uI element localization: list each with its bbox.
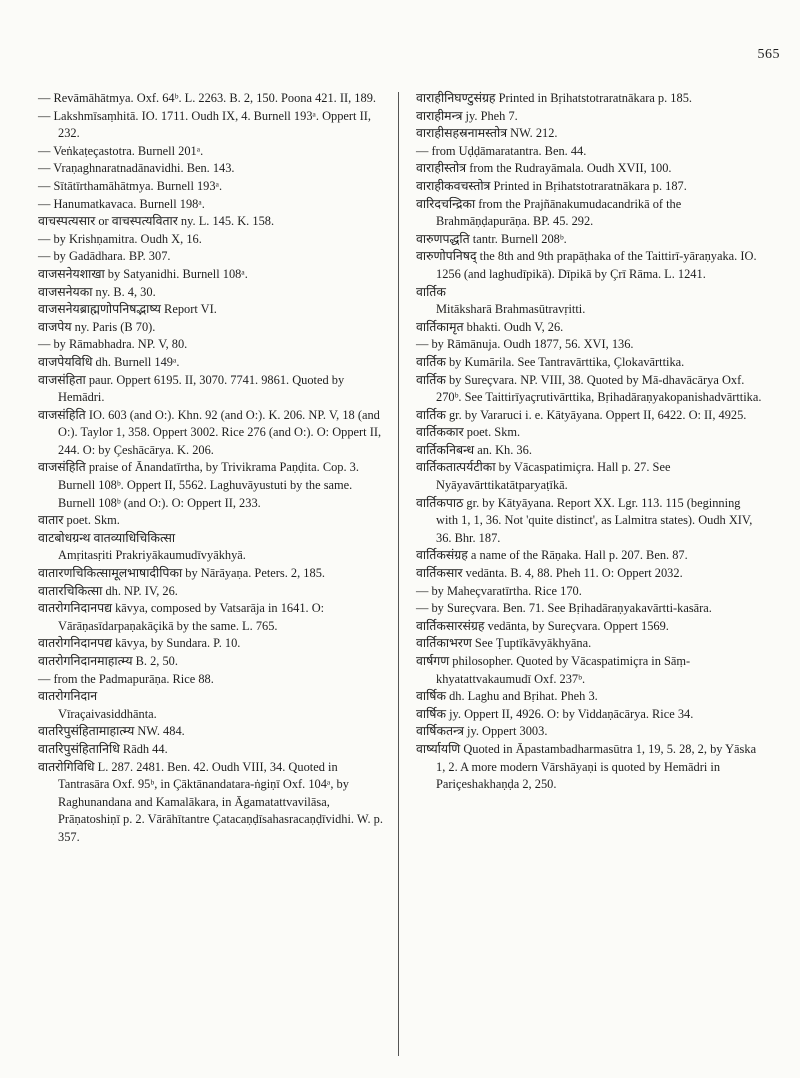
entry: — Hanumatkavaca. Burnell 198ᵃ. <box>38 196 205 211</box>
column-divider <box>398 92 399 1056</box>
entry: वाजपेय ny. Paris (B 70). <box>38 319 156 334</box>
entry: वारुणपद्धति tantr. Burnell 208ᵇ. <box>416 231 567 246</box>
entry: वाजसनेयका ny. B. 4, 30. <box>38 284 156 299</box>
entry: वाजसंहिति praise of Ānandatīrtha, by Trivikrama Paṇḍita. Cop. 3. Burnell 108ᵇ. Oppert II, 5562. Laghuvāyustuti by the same. Burnell 108ᵇ (and O:). O: Oppert II, 233. <box>38 460 359 510</box>
entry: — from Uḍḍāmaratantra. Ben. 44. <box>416 143 587 158</box>
entry-note: Mitāksharā Brahmasūtravṛitti. <box>436 302 586 317</box>
entry: — from the Padmapurāṇa. Rice 88. <box>38 671 214 686</box>
entry: वारिदचन्द्रिका from the Prajñānakumudacandrikā of the Brahmāṇḍapurāṇa. BP. 45. 292. <box>416 196 682 229</box>
entry: वार्तिक by Kumārila. See Tantravārttika, Çlokavārttika. <box>416 354 685 369</box>
entry: वार्तिकसार vedānta. B. 4, 88. Pheh 11. O: Oppert 2032. <box>416 566 683 581</box>
entry: — Veṅkaṭeçastotra. Burnell 201ᵃ. <box>38 143 204 158</box>
entry: वार्तिक <box>416 284 446 299</box>
entry: — by Sureçvara. Ben. 71. See Bṛihadāraṇyakavārtti-kasāra. <box>416 601 712 616</box>
entry: — Lakshmīsaṃhitā. IO. 1711. Oudh IX, 4. Burnell 193ᵃ. Oppert II, 232. <box>38 108 371 141</box>
entry: वातरोगिविधि L. 287. 2481. Ben. 42. Oudh VIII, 34. Quoted in Tantrasāra Oxf. 95ᵇ, in Çāktānandatara-ṅgiṇī Oxf. 104ᵃ, by Raghunandana and Kamalākara, in Āgamatattvavilāsa, Prāṇatoshiṇī p. 2. Vārāhītantre Çatacaṇḍīsahasracaṇḍīvidhi. W. p. 357. <box>38 759 383 844</box>
entry: — Vraṇaghnaratnadānavidhi. Ben. 143. <box>38 161 235 176</box>
entry: वार्तिकामृत bhakti. Oudh V, 26. <box>416 319 564 334</box>
entry: वाजसंहिता paur. Oppert 6195. II, 3070. 7741. 9861. Quoted by Hemādri. <box>38 372 345 405</box>
entry: — by Maheçvaratīrtha. Rice 170. <box>416 583 582 598</box>
entry: वार्तिक gr. by Vararuci i. e. Kātyāyana. Oppert II, 6422. O: II, 4925. <box>416 407 747 422</box>
entry: वातारणचिकित्सामूलभाषादीपिका by Nārāyaṇa. Peters. 2, 185. <box>38 566 325 581</box>
entry: वाराहीसहस्रनामस्तोत्र NW. 212. <box>416 126 558 141</box>
entry: वार्षिकतन्त्र jy. Oppert 3003. <box>416 724 548 739</box>
entry: — by Gadādhara. BP. 307. <box>38 249 171 264</box>
entry: वातरोगनिदानमाहात्म्य B. 2, 50. <box>38 654 178 668</box>
entry: — by Rāmānuja. Oudh 1877, 56. XVI, 136. <box>416 337 634 352</box>
entry: वाटबोधग्रन्थ वातव्याधिचिकित्सा <box>38 530 176 545</box>
right-column <box>416 90 765 794</box>
entry: वातरिपुसंहितानिधि Rādh 44. <box>38 741 168 756</box>
entry: — by Krishṇamitra. Oudh X, 16. <box>38 231 202 246</box>
entry: वातरोगनिदान <box>38 689 98 704</box>
page-number: 565 <box>757 47 780 62</box>
entry: वाराहीकवचस्तोत्र Printed in Bṛihatstotraratnākara p. 187. <box>416 178 687 193</box>
entry: वार्तिकनिबन्ध an. Kh. 36. <box>416 442 532 457</box>
entry: वार्तिकतात्पर्यटीका by Vācaspatimiçra. Hall p. 27. See Nyāyavārttikatātparyaṭīkā. <box>416 460 671 493</box>
entry: वाजसनेयशाखा by Satyanidhi. Burnell 108ᵃ. <box>38 266 248 281</box>
entry: वाजसनेयब्राह्मणोपनिषद्भाष्य Report VI. <box>38 302 217 317</box>
entry: वाजपेयविधि dh. Burnell 149ᵃ. <box>38 354 180 369</box>
entry: वार्तिक by Sureçvara. NP. VIII, 38. Quoted by Mā-dhavācārya Oxf. 270ᵇ. See Taittirīyaçrutivārttika, Bṛihadāraṇyakopanishadvārttika. <box>416 372 762 405</box>
entry: वाजसंहिति IO. 603 (and O:). Khn. 92 (and O:). K. 206. NP. V, 18 (and O:). Taylor 1, 358. Oppert 3002. Rice 276 (and O:). O: Oppert II, 244. O: by Çeshācārya. K. 206. <box>38 407 382 457</box>
entry: वार्तिकपाठ gr. by Kātyāyana. Report XX. Lgr. 113. 115 (beginning with 1, 1, 36. Not 'quite distinct', as Lalmitra states). Oudh XIV, 36. Bhr. 187. <box>416 495 753 545</box>
entry: वार्तिकसंग्रह a name of the Rāṇaka. Hall p. 207. Ben. 87. <box>416 548 688 563</box>
entry: — by Rāmabhadra. NP. V, 80. <box>38 337 188 352</box>
entry: वातारचिकित्सा dh. NP. IV, 26. <box>38 583 178 598</box>
entry-note: Amṛitasṛiti Prakriyākaumudīvyākhyā. <box>58 548 246 563</box>
entry: वार्ष्यायणि Quoted in Āpastambadharmasūtra 1, 19, 5. 28, 2, by Yāska 1, 2. A more modern Vārshāyaṇi is quoted by Hemādri in Pariçeshakhaṇḍa 2, 250. <box>416 741 757 792</box>
entry: वाराहीनिघण्टुसंग्रह Printed in Bṛihatstotraratnākara p. 185. <box>416 91 692 105</box>
entry: वारुणोपनिषद् the 8th and 9th prapāṭhaka of the Taittirī-yāraṇyaka. IO. 1256 (and laghudīpikā). Dīpikā by Çrī Rāma. L. 1241. <box>416 249 757 281</box>
entry: — Sītātīrthamāhātmya. Burnell 193ᵃ. <box>38 178 223 193</box>
entry: वाराहीस्तोत्र from the Rudrayāmala. Oudh XVII, 100. <box>416 161 672 176</box>
left-column <box>38 90 387 847</box>
entry: वातरोगनिदानपद्य kāvya, by Sundara. P. 10. <box>38 636 241 651</box>
entry: — Revāmāhātmya. Oxf. 64ᵇ. L. 2263. B. 2, 150. Poona 421. II, 189. <box>38 91 376 105</box>
entry-note: Vīraçaivasiddhānta. <box>58 706 157 721</box>
entry: वार्षिक jy. Oppert II, 4926. O: by Viddaṇācārya. Rice 34. <box>416 706 694 721</box>
entry: वार्तिकसारसंग्रह vedānta, by Sureçvara. Oppert 1569. <box>416 618 669 633</box>
entry: वाचस्पत्यसार or वाचस्पत्यवितार ny. L. 145. K. 158. <box>38 214 275 229</box>
entry: वातरिपुसंहितामाहात्म्य NW. 484. <box>38 724 185 739</box>
entry: वातार poet. Skm. <box>38 513 120 528</box>
entry: वार्षिक dh. Laghu and Bṛihat. Pheh 3. <box>416 689 598 704</box>
entry: वातरोगनिदानपद्य kāvya, composed by Vatsarāja in 1641. O: Vārāṇasīdarpaṇakāçikā by the same. L. 765. <box>38 601 325 633</box>
entry: वाराहीमन्त्र jy. Pheh 7. <box>416 108 518 123</box>
entry: वार्षगण philosopher. Quoted by Vācaspatimiçra in Sāṃ-khyatattvakaumudī Oxf. 237ᵇ. <box>416 654 691 686</box>
entry: वार्तिकाभरण See Ṭuptīkāvyākhyāna. <box>416 636 592 651</box>
entry: वार्तिककार poet. Skm. <box>416 425 521 440</box>
